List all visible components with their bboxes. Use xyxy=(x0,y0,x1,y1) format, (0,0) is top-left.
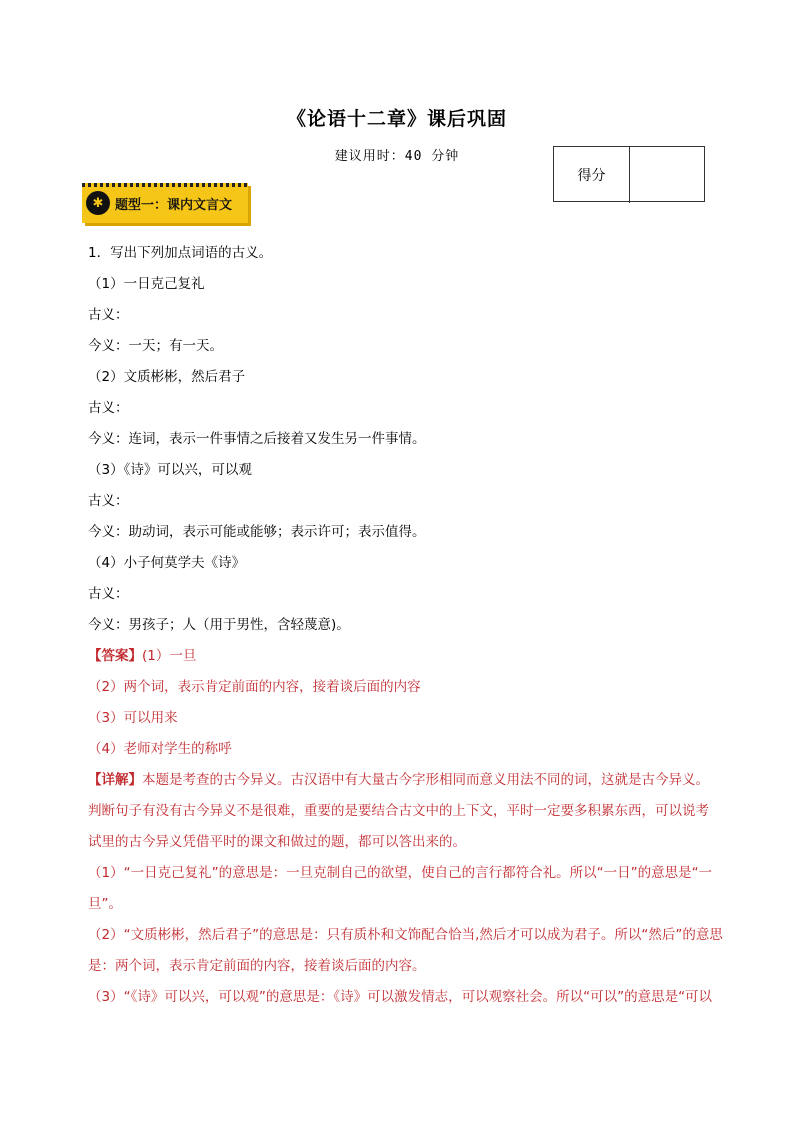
ancient-meaning-line: 古义： xyxy=(88,586,129,602)
modern-meaning-line: 今义：一天；有一天。 xyxy=(88,338,223,354)
question-item-title: （4）小子何莫学夫《诗》 xyxy=(88,555,246,571)
score-label: 得分 xyxy=(554,147,630,203)
detail-line: 判断句子有没有古今异义不是很难，重要的是要结合古文中的上下文，平时一定要多积累东西，可以说考 xyxy=(88,803,709,819)
detail-line: 试里的古今异义凭借平时的课文和做过的题，都可以答出来的。 xyxy=(88,834,466,850)
answer-line: （4）老师对学生的称呼 xyxy=(88,741,232,757)
ancient-meaning-line: 古义： xyxy=(88,493,129,509)
ancient-meaning-line: 古义： xyxy=(88,400,129,416)
suggested-time: 建议用时：40 分钟 xyxy=(334,149,460,164)
modern-meaning-line: 今义：助动词，表示可能或能够；表示许可；表示值得。 xyxy=(88,524,426,540)
detail-line: 旦”。 xyxy=(88,896,122,912)
page-title: 《论语十二章》课后巩固 xyxy=(286,108,507,130)
detail-line xyxy=(88,765,728,796)
score-value-field[interactable] xyxy=(630,147,704,203)
answer-line xyxy=(88,641,728,672)
answer-text: (1）一旦 xyxy=(142,648,197,664)
modern-meaning-line: 今义：男孩子；人（用于男性，含轻蔑意)。 xyxy=(88,617,350,633)
brain-head-icon: ✱ xyxy=(86,191,110,215)
banner-stripe-decoration xyxy=(82,183,248,187)
question-item-title: （1）一日克己复礼 xyxy=(88,276,205,292)
detail-tag: 【详解】 xyxy=(88,772,142,788)
document-body xyxy=(88,238,728,1013)
answer-tag: 【答案】 xyxy=(88,648,142,664)
question-stem: 1．写出下列加点词语的古义。 xyxy=(88,245,273,261)
banner-label: 题型一：课内文言文 xyxy=(115,198,233,213)
section-banner xyxy=(82,183,248,223)
question-item-title: （3）《诗》可以兴，可以观 xyxy=(88,462,252,478)
detail-line: （2）“文质彬彬，然后君子”的意思是：只有质朴和文饰配合恰当,然后才可以成为君子。所以“然后”的意思 xyxy=(88,927,723,943)
detail-text: 本题是考查的古今异义。古汉语中有大量古今字形相同而意义用法不同的词，这就是古今异义。 xyxy=(142,772,709,788)
score-box xyxy=(553,146,705,202)
detail-line: 是：两个词，表示肯定前面的内容，接着谈后面的内容。 xyxy=(88,958,426,974)
detail-line: （1）“一日克己复礼”的意思是：一旦克制自己的欲望，使自己的言行都符合礼。所以“一日”的意思是“一 xyxy=(88,865,713,881)
ancient-meaning-line: 古义： xyxy=(88,307,129,323)
detail-line: （3）“《诗》可以兴，可以观”的意思是：《诗》可以激发情志，可以观察社会。所以“可以”的意思是“可以 xyxy=(88,989,713,1005)
answer-line: （3）可以用来 xyxy=(88,710,178,726)
modern-meaning-line: 今义：连词，表示一件事情之后接着又发生另一件事情。 xyxy=(88,431,426,447)
answer-line: （2）两个词，表示肯定前面的内容，接着谈后面的内容 xyxy=(88,679,421,695)
question-item-title: （2）文质彬彬，然后君子 xyxy=(88,369,246,385)
